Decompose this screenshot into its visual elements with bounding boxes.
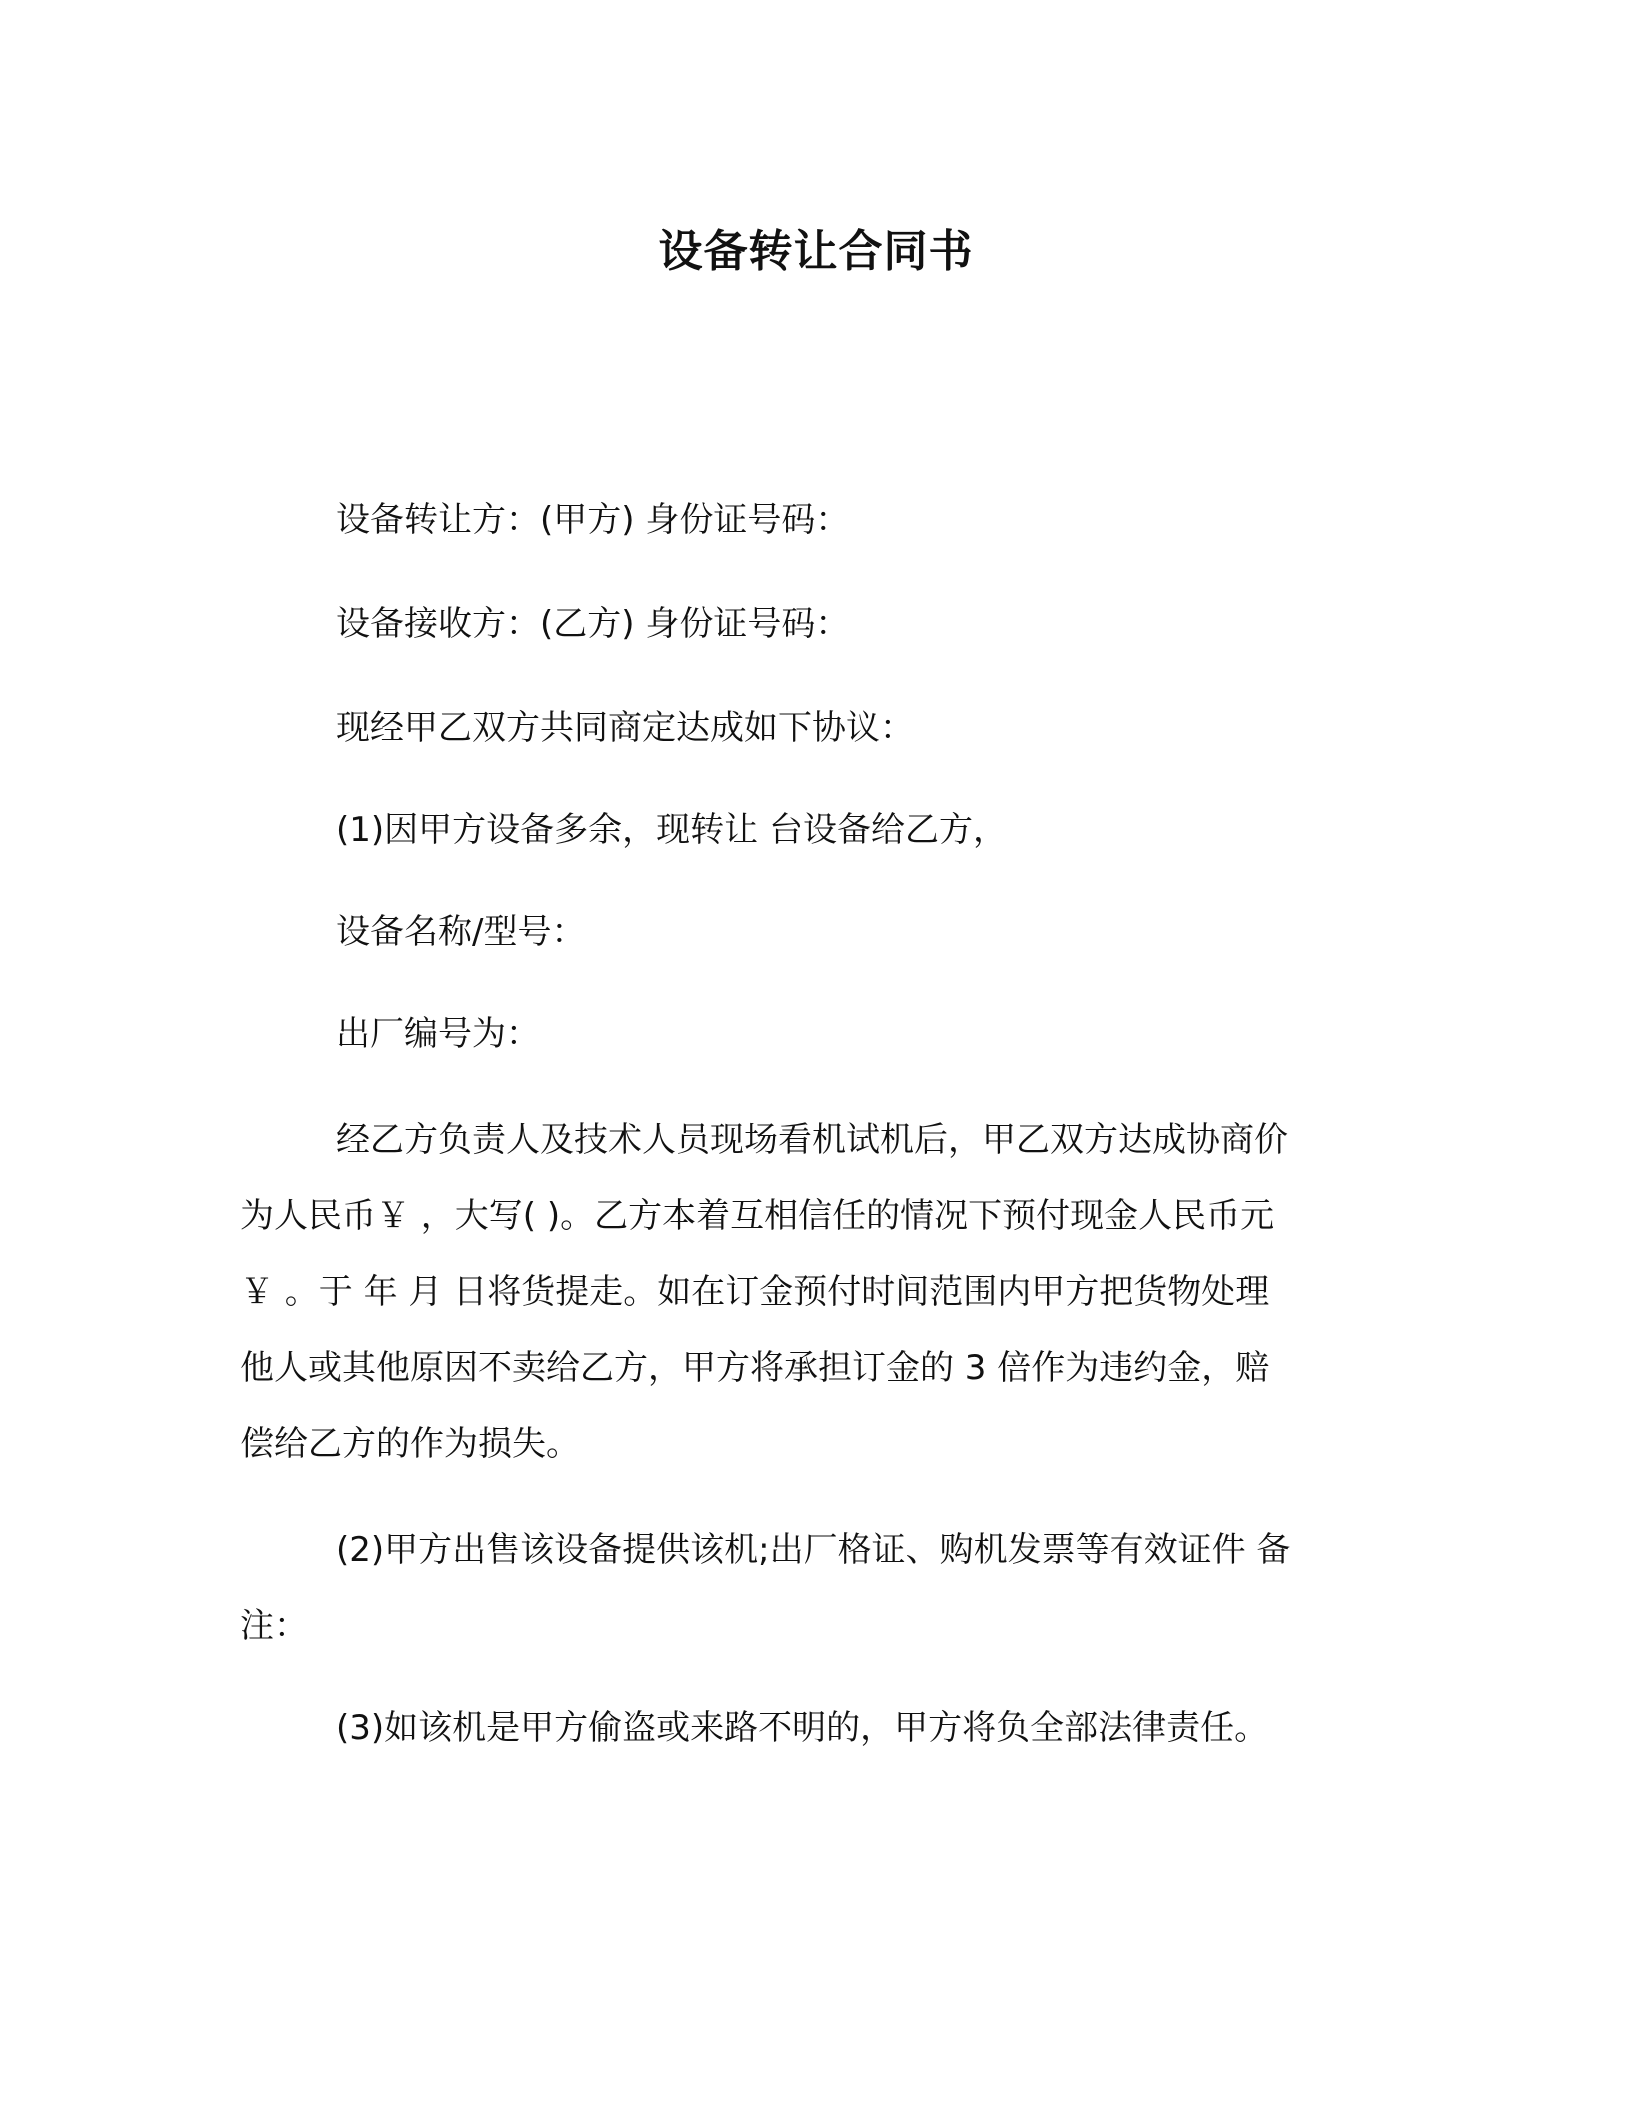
clause-price-line: 他人或其他原因不卖给乙方，甲方将承担订金的 3 倍作为违约金，赔	[240, 1348, 1270, 1388]
device-model-line: 设备名称/型号：	[336, 912, 586, 952]
serial-number-line: 出厂编号为：	[336, 1014, 540, 1054]
clause-2-line: (2)甲方出售该设备提供该机;出厂格证、购机发票等有效证件 备	[336, 1530, 1291, 1570]
transferor-line: 设备转让方：(甲方) 身份证号码：	[336, 500, 850, 540]
document-title: 设备转让合同书	[658, 226, 974, 277]
clause-2-line: 注：	[240, 1606, 308, 1646]
clause-price-paragraph	[240, 1102, 1380, 1482]
clause-3: (3)如该机是甲方偷盗或来路不明的，甲方将负全部法律责任。	[336, 1708, 1269, 1748]
clause-price-line: ￥ 。于 年 月 日将货提走。如在订金预付时间范围内甲方把货物处理	[240, 1272, 1270, 1312]
clause-price-line: 为人民币￥ ，大写( )。乙方本着互相信任的情况下预付现金人民币元	[240, 1196, 1275, 1236]
clause-price-line: 偿给乙方的作为损失。	[240, 1424, 580, 1464]
agreement-intro: 现经甲乙双方共同商定达成如下协议：	[336, 708, 914, 748]
clause-1: (1)因甲方设备多余，现转让 台设备给乙方，	[336, 810, 1007, 850]
clause-price-line: 经乙方负责人及技术人员现场看机试机后，甲乙双方达成协商价	[336, 1120, 1288, 1160]
receiver-line: 设备接收方：(乙方) 身份证号码：	[336, 604, 850, 644]
clause-2-paragraph	[240, 1512, 1380, 1664]
